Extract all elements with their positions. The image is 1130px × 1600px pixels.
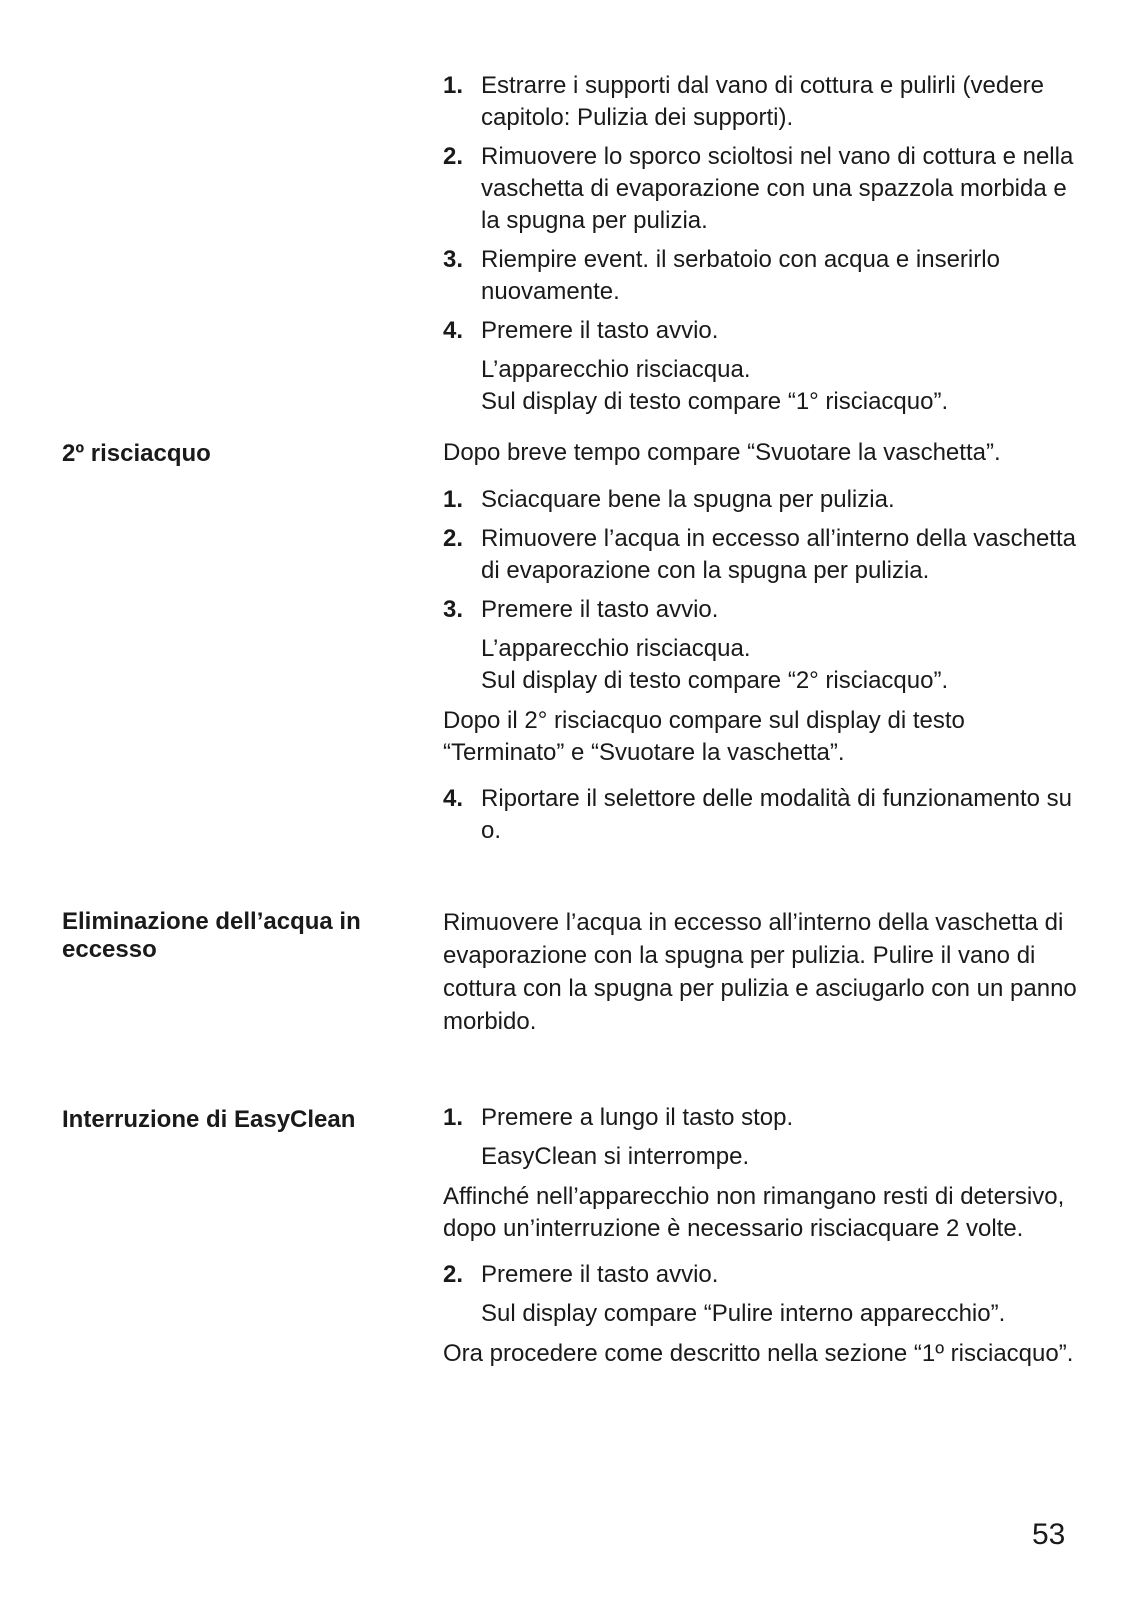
section-heading-excess-water-wrap — [62, 908, 422, 964]
step-list — [443, 783, 1083, 847]
section-heading-interruption-wrap — [62, 1106, 422, 1134]
step-item: 3. Riempire event. il serbatoio con acqua e inserirlo nuovamente. — [443, 246, 1000, 305]
section-excess-water — [443, 906, 1083, 1038]
step-list — [443, 70, 1083, 347]
step-list — [443, 1102, 1083, 1134]
section-heading-excess-water: Eliminazione dell’acqua in eccesso — [62, 908, 361, 963]
closing-paragraph: Ora procedere come descritto nella sezione “1º risciacquo”. — [443, 1340, 1074, 1367]
step-result: L’apparecchio risciacqua. Sul display di testo compare “1° risciacquo”. — [481, 356, 949, 415]
step-item: 2. Rimuovere l’acqua in eccesso all’interno della vaschetta di evaporazione con la spugna per pulizia. — [443, 525, 1076, 584]
step-list — [443, 1259, 1083, 1291]
section-interruption — [443, 1102, 1083, 1370]
step-item: 4. Premere il tasto avvio. — [443, 317, 719, 344]
step-item: 1. Estrarre i supporti dal vano di cottura e pulirli (vedere capitolo: Pulizia dei supporti). — [443, 72, 1044, 131]
step-result: Sul display compare “Pulire interno apparecchio”. — [481, 1300, 1006, 1327]
section-heading-second-rinse-wrap — [62, 440, 422, 468]
after-rinse-paragraph: Dopo il 2° risciacquo compare sul display di testo “Terminato” e “Svuotare la vaschetta”. — [443, 707, 965, 766]
step-item: 3. Premere il tasto avvio. — [443, 596, 719, 623]
section-second-rinse — [443, 437, 1083, 854]
page-number: 53 — [1032, 1518, 1066, 1551]
step-item: 1. Premere a lungo il tasto stop. — [443, 1104, 794, 1131]
step-item: 2. Premere il tasto avvio. — [443, 1261, 719, 1288]
note-paragraph: Affinché nell’apparecchio non rimangano resti di detersivo, dopo un’interruzione è necessario risciacquare 2 volte. — [443, 1183, 1065, 1242]
section-heading-second-rinse: 2º risciacquo — [62, 440, 211, 467]
intro-paragraph: Dopo breve tempo compare “Svuotare la vaschetta”. — [443, 439, 1001, 466]
step-list — [443, 484, 1083, 626]
step-result: EasyClean si interrompe. — [481, 1143, 750, 1170]
step-item: 4. Riportare il selettore delle modalità di funzionamento su o. — [443, 785, 1072, 844]
body-paragraph: Rimuovere l’acqua in eccesso all’interno della vaschetta di evaporazione con la spugna per pulizia. Pulire il vano di cottura con la spugna per pulizia e asciugarlo con un panno morbido. — [443, 909, 1077, 1035]
section-heading-interruption: Interruzione di EasyClean — [62, 1106, 356, 1133]
section-first-rinse-steps — [443, 70, 1083, 425]
step-item: 2. Rimuovere lo sporco scioltosi nel vano di cottura e nella vaschetta di evaporazione con una spazzola morbida e la spugna per pulizia. — [443, 143, 1074, 234]
step-result: L’apparecchio risciacqua. Sul display di testo compare “2° risciacquo”. — [481, 635, 949, 694]
step-item: 1. Sciacquare bene la spugna per pulizia. — [443, 486, 895, 513]
